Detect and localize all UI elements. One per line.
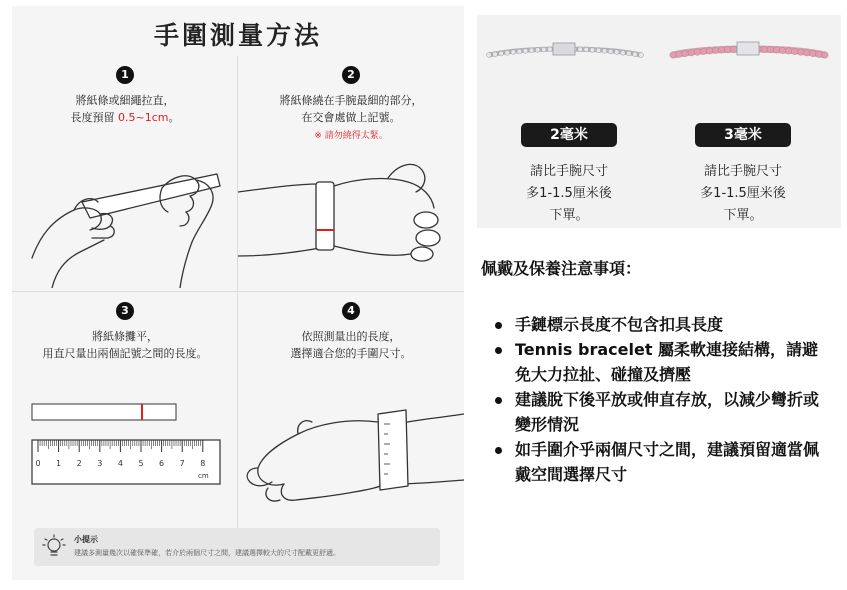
bracelet-stone (633, 52, 638, 57)
step-line-1: 將紙條繞在手腕最細的部分， (279, 94, 423, 107)
ruler-tick-label: 6 (159, 459, 165, 468)
step-line-2 (12, 109, 238, 126)
step-line-2: 用直尺量出兩個記號之間的長度。 (42, 347, 208, 360)
size-caption-3mm (678, 161, 808, 227)
bracelet-stone (639, 53, 644, 58)
step-4 (238, 292, 464, 528)
product-size-panel (477, 15, 841, 228)
care-item: 手鏈標示長度不包含扣具長度 (491, 312, 831, 337)
bracelet-stone (688, 50, 694, 56)
bracelet-stone (779, 47, 785, 53)
ruler-unit-label: cm (198, 472, 209, 480)
bracelet-stone (804, 50, 810, 56)
bracelet-stone (810, 50, 816, 56)
bracelet-stone (541, 47, 546, 52)
wrist-tape-illustration (238, 384, 464, 524)
bracelet-stone (547, 47, 552, 52)
bracelet-stone (718, 47, 724, 53)
bracelet-stone (773, 47, 779, 53)
step-line-1: 將紙條攤平， (92, 330, 158, 343)
wrist-wrap-illustration (238, 148, 464, 288)
bracelet-stone (578, 47, 583, 52)
ruler-tick-label: 5 (138, 459, 144, 468)
tip-title: 小提示 (74, 535, 98, 544)
ruler-tick-label: 1 (56, 459, 62, 468)
bracelet-stone (725, 46, 731, 52)
ruler-tick-label: 8 (200, 459, 206, 468)
bracelet-stone (590, 48, 595, 53)
bracelet-stone (731, 46, 737, 52)
ruler-tick-label: 3 (97, 459, 103, 468)
bracelet-stone (797, 49, 803, 55)
step-number: 1 (116, 66, 134, 84)
care-item: Tennis bracelet 屬柔軟連接結構，請避免大力拉扯、碰撞及擠壓 (491, 337, 831, 387)
tip-text: 建議多測量幾次以確保準確，若介於兩個尺寸之間，建議選擇較大的尺寸配戴更舒適。 (74, 549, 340, 557)
size-label-2mm: 2毫米 (521, 123, 617, 147)
ruler-measurement-illustration (12, 384, 238, 524)
ruler-tick-label: 4 (117, 459, 123, 468)
care-title: 佩戴及保養注意事項： (481, 259, 642, 278)
bracelet-stone (584, 47, 589, 52)
step-description (12, 92, 238, 126)
step-description (238, 92, 464, 126)
caption-line-2: 多1-1.5厘米後 (526, 186, 612, 201)
bracelet-stone (511, 50, 516, 55)
lightbulb-icon (42, 534, 66, 560)
care-item: 建議脫下後平放或伸直存放，以減少彎折或變形情況 (491, 387, 831, 437)
bracelet-stone (822, 52, 828, 58)
step-line-2-prefix: 長度預留 (70, 111, 118, 124)
bracelet-stone (493, 52, 498, 57)
bracelet-stone (791, 48, 797, 54)
caption-line-3: 下單。 (549, 208, 589, 223)
caption-line-3: 下單。 (723, 208, 763, 223)
bracelet-stone (487, 53, 492, 58)
size-caption-2mm (504, 161, 634, 227)
step-line-1: 將紙條或細繩拉直， (75, 94, 175, 107)
bracelet-stone (682, 50, 688, 56)
bracelet-stone (700, 48, 706, 54)
length-highlight: 0.5~1cm (118, 111, 169, 124)
bracelet-stone (602, 48, 607, 53)
bracelet-stone (620, 50, 625, 55)
step-number: 4 (342, 302, 360, 320)
bracelet-stone (694, 49, 700, 55)
bracelet-stone (505, 50, 510, 55)
bracelet-stone (761, 46, 767, 52)
step-description (12, 328, 238, 362)
step-number: 2 (342, 66, 360, 84)
caption-line-1: 請比手腕尺寸 (703, 164, 782, 179)
bracelet-stone (608, 49, 613, 54)
step-2 (238, 56, 464, 292)
bracelet-stone (614, 50, 619, 55)
bracelet-stone (712, 47, 718, 53)
caption-line-1: 請比手腕尺寸 (529, 164, 608, 179)
step-line-1: 依照測量出的長度， (301, 330, 401, 343)
step-description (238, 328, 464, 362)
bracelet-stone (517, 49, 522, 54)
measurement-guide (12, 6, 464, 580)
bracelet-stone (499, 51, 504, 56)
bracelet-stone (523, 48, 528, 53)
bracelet-stone (670, 52, 676, 58)
hands-pulling-strip-illustration (12, 148, 238, 288)
bracelet-stone (626, 51, 631, 56)
bracelet-stone (596, 48, 601, 53)
ruler-tick-label: 0 (35, 459, 41, 468)
bracelet-stone (529, 48, 534, 53)
bracelet-2mm-image (485, 37, 645, 67)
bracelet-stone (816, 51, 822, 57)
step-number: 3 (116, 302, 134, 320)
step-3 (12, 292, 238, 528)
bracelet-stone (785, 48, 791, 54)
ruler-tick-label: 7 (179, 459, 185, 468)
care-item: 如手圍介乎兩個尺寸之間，建議預留適當佩戴空間選擇尺寸 (491, 437, 831, 487)
guide-title: 手圍測量方法 (153, 21, 322, 50)
step-line-2-suffix: 。 (168, 111, 180, 124)
ruler-tick-label: 2 (76, 459, 82, 468)
bracelet-stone (706, 48, 712, 54)
size-label-3mm: 3毫米 (695, 123, 791, 147)
bracelet-stone (676, 51, 682, 57)
step-1 (12, 56, 238, 292)
caption-line-2: 多1-1.5厘米後 (700, 186, 786, 201)
tightness-warning: ※ 請勿繞得太緊。 (314, 131, 388, 141)
bracelet-3mm-image (669, 37, 829, 67)
care-list (491, 312, 831, 487)
bracelet-stone (767, 46, 773, 52)
tip-box (34, 528, 440, 566)
bracelet-stone (535, 48, 540, 53)
step-line-2: 選擇適合您的手圍尺寸。 (290, 347, 412, 360)
step-line-2: 在交會處做上記號。 (301, 111, 401, 124)
